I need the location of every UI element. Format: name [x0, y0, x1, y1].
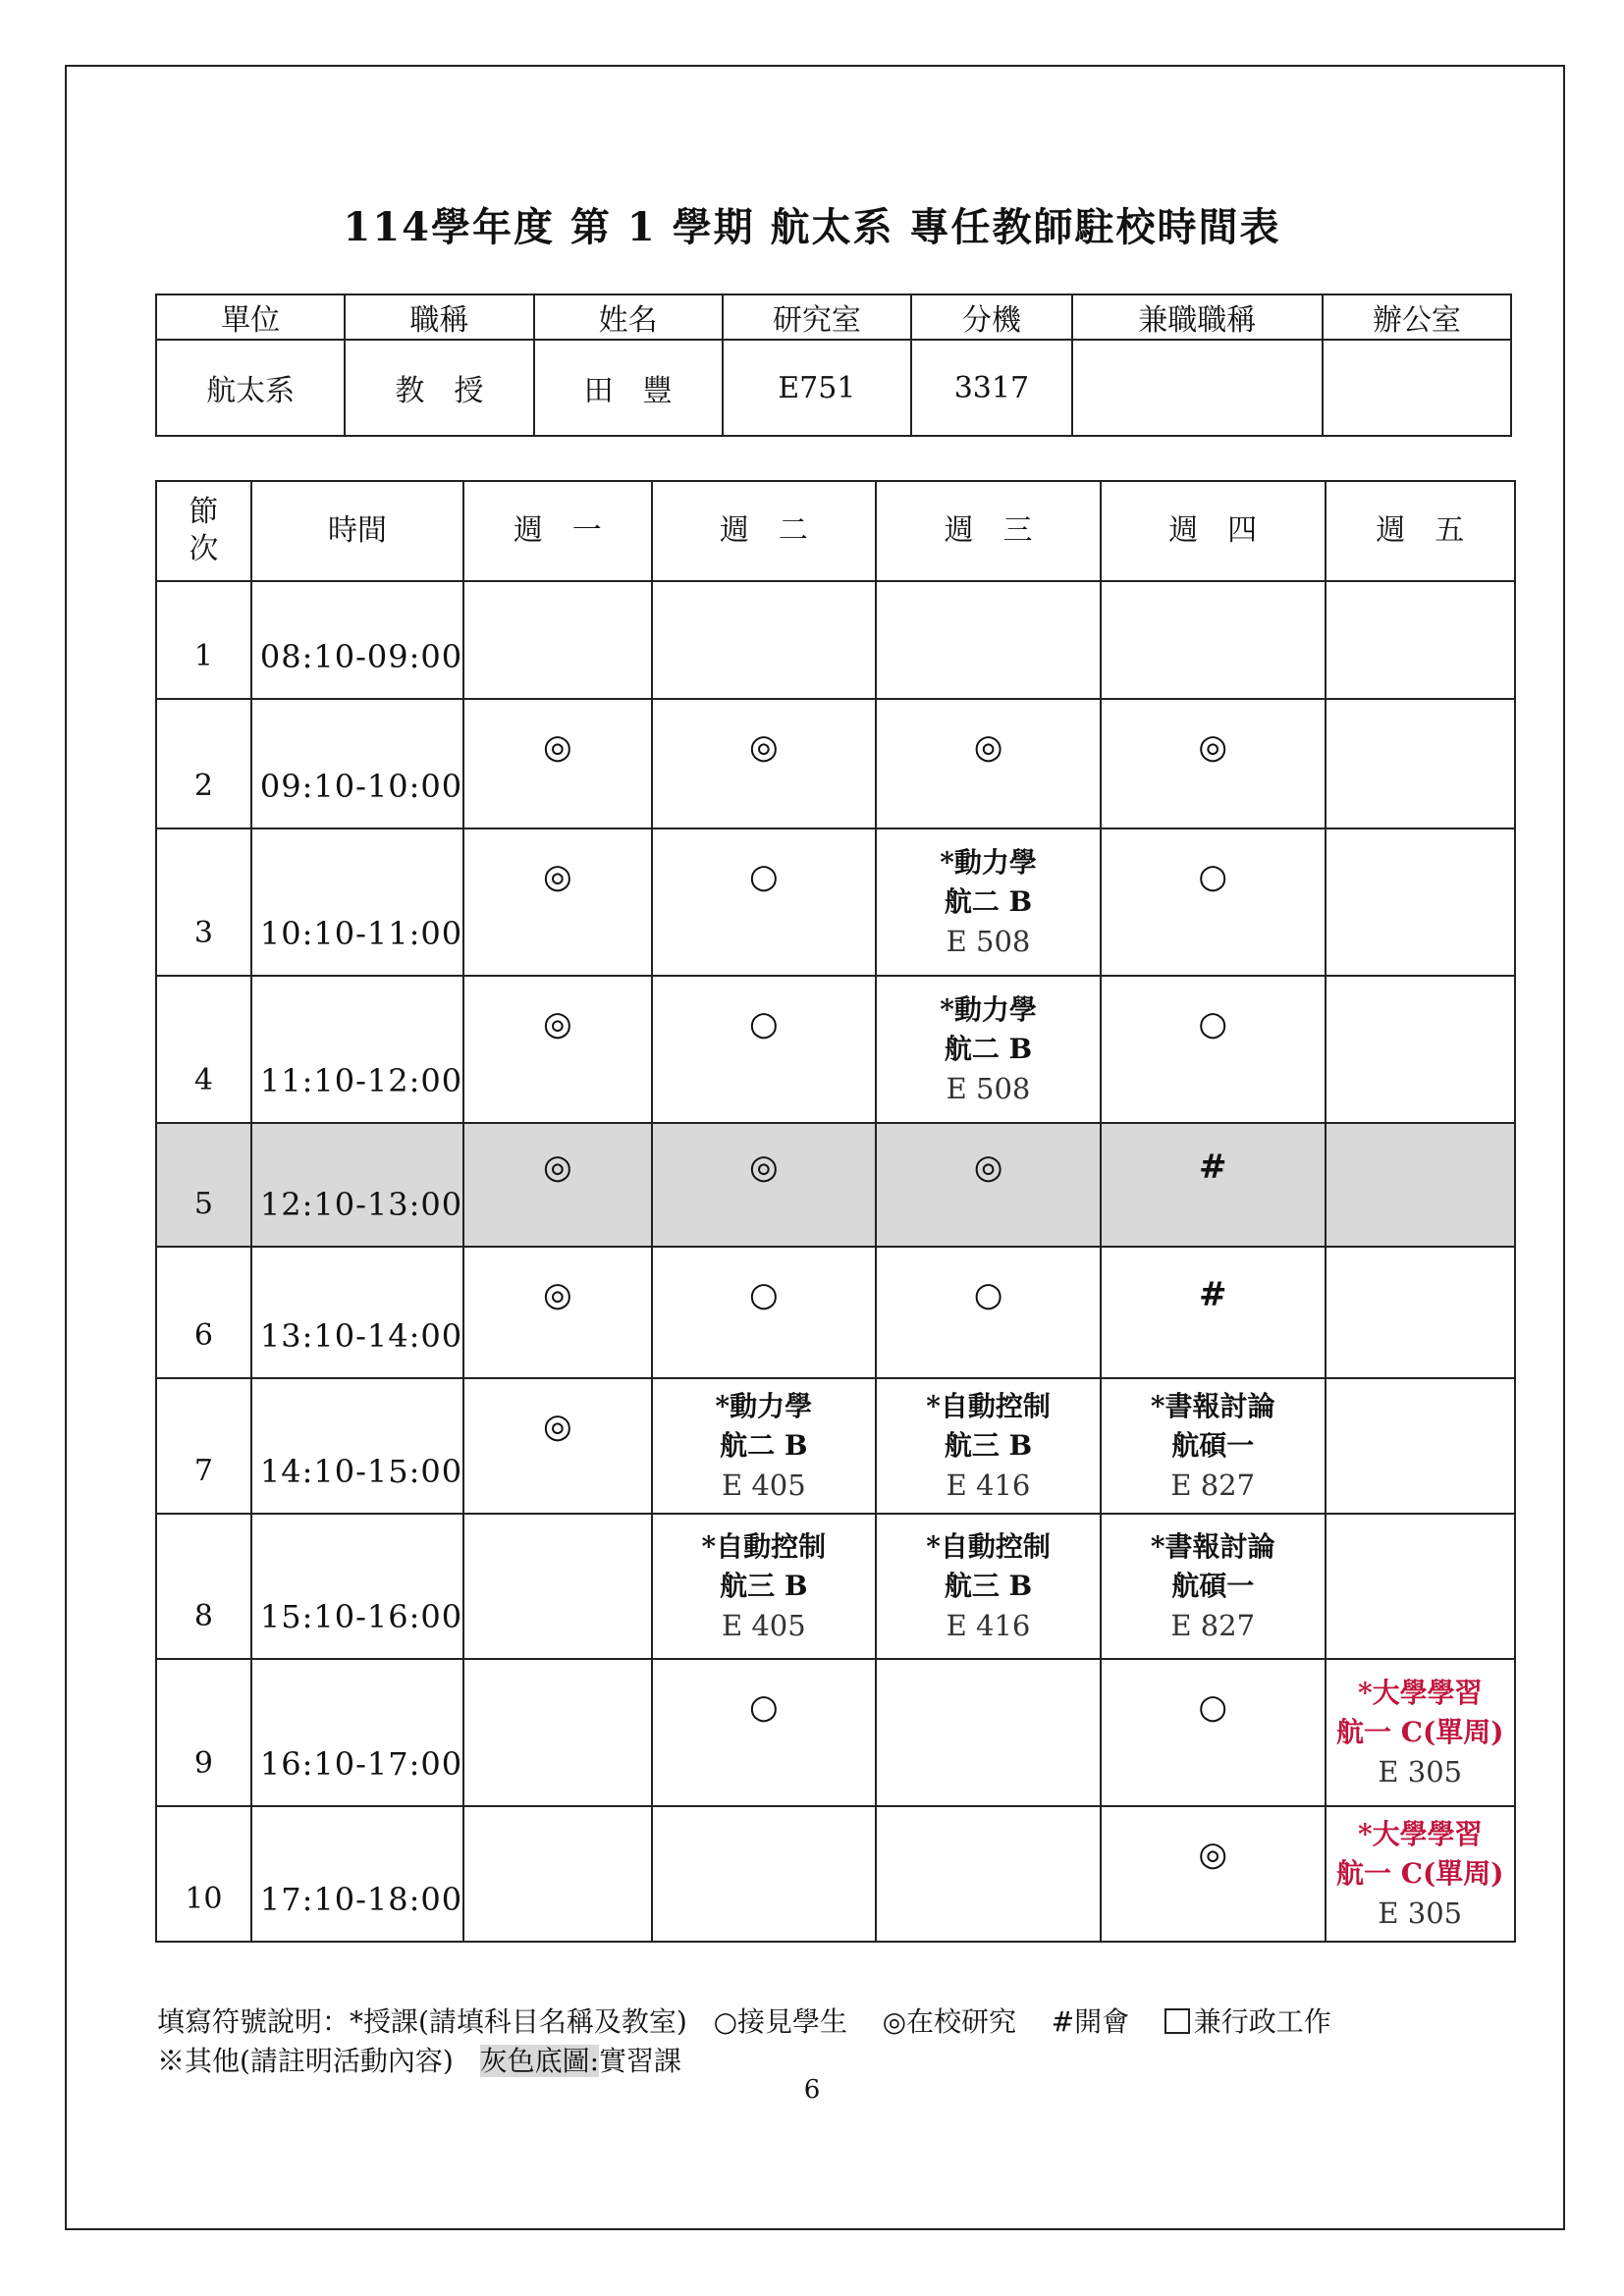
schedule-row [156, 828, 1515, 976]
slot-mon [463, 1378, 651, 1514]
course-entry [877, 1387, 1100, 1505]
research-symbol: ◎ [973, 727, 1003, 767]
slot-thu [1101, 1123, 1326, 1247]
course-class: 航二 B [720, 1429, 808, 1462]
header-period [156, 481, 251, 581]
schedule-header-row [156, 481, 1515, 581]
period-cell: 9 [156, 1659, 251, 1806]
slot-thu [1101, 828, 1326, 976]
research-symbol: ◎ [973, 1148, 1003, 1187]
slot-fri [1326, 1247, 1515, 1378]
info-value-lab: E751 [723, 340, 911, 436]
info-header-parttime: 兼職職稱 [1072, 294, 1323, 340]
slot-tue [652, 699, 877, 828]
research-symbol: ◎ [749, 1148, 779, 1187]
slot-wed [876, 976, 1101, 1123]
time-cell: 16:10-17:00 [251, 1659, 463, 1806]
meeting-symbol: # [1198, 1148, 1227, 1187]
slot-thu [1101, 581, 1326, 699]
header-thu: 週 四 [1101, 481, 1326, 581]
schedule-row [156, 1806, 1515, 1942]
schedule-row [156, 1514, 1515, 1659]
course-room: E 405 [721, 1468, 806, 1502]
period-cell: 7 [156, 1378, 251, 1514]
research-symbol: ◎ [542, 727, 572, 767]
meet-symbol: ○ [1198, 857, 1228, 896]
slot-fri [1326, 1806, 1515, 1942]
meet-symbol: ○ [1198, 1004, 1228, 1043]
slot-thu [1101, 1806, 1326, 1942]
slot-tue [652, 581, 877, 699]
legend-research: ◎在校研究 [882, 2005, 1017, 2038]
research-symbol: ◎ [1198, 727, 1228, 767]
header-wed: 週 三 [876, 481, 1101, 581]
info-value-office [1323, 340, 1511, 436]
time-cell: 10:10-11:00 [251, 828, 463, 976]
meet-symbol: ○ [749, 1687, 779, 1727]
course-class: 航碩一 [1171, 1429, 1255, 1462]
slot-tue [652, 1378, 877, 1514]
research-symbol: ◎ [542, 1004, 572, 1043]
schedule-row [156, 1659, 1515, 1806]
header-period-label [157, 494, 250, 568]
legend-meeting: #開會 [1051, 2005, 1130, 2038]
slot-fri [1326, 1123, 1515, 1247]
period-cell: 2 [156, 699, 251, 828]
info-header-title: 職稱 [345, 294, 533, 340]
slot-thu [1101, 976, 1326, 1123]
slot-wed [876, 581, 1101, 699]
period-cell: 3 [156, 828, 251, 976]
slot-fri [1326, 828, 1515, 976]
slot-thu [1101, 1659, 1326, 1806]
course-name: *自動控制 [926, 1390, 1051, 1422]
info-header-unit: 單位 [156, 294, 345, 340]
schedule-row [156, 976, 1515, 1123]
slot-fri [1326, 1659, 1515, 1806]
legend-gray: 灰色底圖: [479, 2045, 599, 2077]
course-name: *自動控制 [701, 1530, 827, 1563]
slot-wed [876, 1514, 1101, 1659]
legend-gray-meaning: 實習課 [599, 2045, 682, 2077]
info-value-title: 教 授 [345, 340, 533, 436]
header-period-char: 節 [189, 495, 219, 529]
header-fri: 週 五 [1326, 481, 1515, 581]
course-room: E 405 [721, 1609, 806, 1642]
course-name: *動力學 [715, 1390, 813, 1422]
course-room: E 508 [946, 925, 1031, 958]
course-entry [877, 1527, 1100, 1645]
slot-fri [1326, 581, 1515, 699]
info-header-row [156, 294, 1511, 340]
slot-mon [463, 1514, 651, 1659]
course-room: E 305 [1378, 1755, 1463, 1789]
slot-wed [876, 699, 1101, 828]
course-class: 航三 B [944, 1429, 1033, 1462]
meet-symbol: ○ [1198, 1687, 1228, 1727]
time-cell: 13:10-14:00 [251, 1247, 463, 1378]
info-value-parttime [1072, 340, 1323, 436]
course-name: *自動控制 [926, 1530, 1051, 1563]
info-header-name: 姓名 [534, 294, 723, 340]
info-value-row [156, 340, 1511, 436]
meet-symbol: ○ [749, 857, 779, 896]
period-cell: 4 [156, 976, 251, 1123]
page-title: 114學年度 第 1 學期 航太系 專任教師駐校時間表 [343, 204, 1281, 250]
course-class: 航二 B [944, 1033, 1033, 1065]
meeting-symbol: # [1198, 1275, 1227, 1314]
slot-tue [652, 1806, 877, 1942]
checkbox-icon [1164, 2008, 1190, 2034]
slot-wed [876, 1659, 1101, 1806]
research-symbol: ◎ [542, 1148, 572, 1187]
slot-thu [1101, 699, 1326, 828]
slot-fri [1326, 1378, 1515, 1514]
slot-mon [463, 1806, 651, 1942]
course-entry [1326, 1815, 1514, 1933]
research-symbol: ◎ [542, 857, 572, 896]
legend-prefix: 填寫符號說明：*授課(請填科目名稱及教室) [157, 2005, 687, 2038]
research-symbol: ◎ [542, 1275, 572, 1314]
course-room: E 305 [1378, 1896, 1463, 1930]
slot-mon [463, 1659, 651, 1806]
info-value-ext: 3317 [911, 340, 1072, 436]
legend-admin: 兼行政工作 [1193, 2005, 1331, 2038]
header-mon: 週 一 [463, 481, 651, 581]
period-cell: 6 [156, 1247, 251, 1378]
period-cell: 10 [156, 1806, 251, 1942]
slot-mon [463, 1123, 651, 1247]
slot-mon [463, 581, 651, 699]
research-symbol: ◎ [542, 1407, 572, 1446]
course-class: 航一 C(單周) [1336, 1857, 1504, 1890]
course-room: E 508 [946, 1072, 1031, 1105]
course-class: 航三 B [720, 1570, 808, 1602]
research-symbol: ◎ [1198, 1835, 1228, 1874]
course-class: 航二 B [944, 885, 1033, 918]
slot-tue [652, 1247, 877, 1378]
period-cell: 8 [156, 1514, 251, 1659]
schedule-table [155, 480, 1516, 1943]
time-cell: 11:10-12:00 [251, 976, 463, 1123]
info-value-unit: 航太系 [156, 340, 345, 436]
course-room: E 827 [1170, 1609, 1256, 1642]
info-header-ext: 分機 [911, 294, 1072, 340]
course-entry [877, 990, 1100, 1108]
course-entry [1326, 1674, 1514, 1791]
slot-mon [463, 699, 651, 828]
course-entry [877, 843, 1100, 961]
research-symbol: ◎ [749, 727, 779, 767]
period-cell: 5 [156, 1123, 251, 1247]
time-cell: 08:10-09:00 [251, 581, 463, 699]
info-value-name: 田 豐 [534, 340, 723, 436]
schedule-row [156, 1378, 1515, 1514]
schedule-row [156, 699, 1515, 828]
course-class: 航碩一 [1171, 1570, 1255, 1602]
course-name: *大學學習 [1357, 1677, 1483, 1709]
course-room: E 416 [946, 1468, 1031, 1502]
time-cell: 15:10-16:00 [251, 1514, 463, 1659]
slot-thu [1101, 1514, 1326, 1659]
course-name: *書報討論 [1150, 1530, 1275, 1563]
schedule-row [156, 1123, 1515, 1247]
slot-wed [876, 1123, 1101, 1247]
course-name: *大學學習 [1357, 1818, 1483, 1850]
teacher-info-table [155, 294, 1512, 437]
course-class: 航三 B [944, 1570, 1033, 1602]
time-cell: 14:10-15:00 [251, 1378, 463, 1514]
slot-mon [463, 828, 651, 976]
slot-tue [652, 828, 877, 976]
slot-thu [1101, 1247, 1326, 1378]
slot-wed [876, 1378, 1101, 1514]
slot-wed [876, 1247, 1101, 1378]
schedule-row [156, 581, 1515, 699]
slot-fri [1326, 976, 1515, 1123]
course-entry [653, 1527, 876, 1645]
legend-other: ※其他(請註明活動內容) [157, 2045, 454, 2077]
meet-symbol: ○ [749, 1004, 779, 1043]
slot-fri [1326, 1514, 1515, 1659]
header-period-char: 次 [189, 532, 219, 566]
course-entry [1102, 1527, 1325, 1645]
page-number: 6 [803, 2075, 821, 2105]
course-entry [653, 1387, 876, 1505]
info-header-lab: 研究室 [723, 294, 911, 340]
slot-tue [652, 1659, 877, 1806]
slot-thu [1101, 1378, 1326, 1514]
slot-wed [876, 1806, 1101, 1942]
slot-mon [463, 1247, 651, 1378]
legend-meet: ○接見學生 [713, 2005, 847, 2038]
slot-mon [463, 976, 651, 1123]
meet-symbol: ○ [973, 1275, 1003, 1314]
course-entry [1102, 1387, 1325, 1505]
slot-tue [652, 1514, 877, 1659]
time-cell: 17:10-18:00 [251, 1806, 463, 1942]
period-cell: 1 [156, 581, 251, 699]
header-tue: 週 二 [652, 481, 877, 581]
time-cell: 09:10-10:00 [251, 699, 463, 828]
schedule-row [156, 1247, 1515, 1378]
slot-tue [652, 976, 877, 1123]
time-cell: 12:10-13:00 [251, 1123, 463, 1247]
slot-fri [1326, 699, 1515, 828]
course-class: 航一 C(單周) [1336, 1716, 1504, 1748]
slot-tue [652, 1123, 877, 1247]
course-name: *動力學 [940, 993, 1037, 1026]
course-room: E 827 [1170, 1468, 1256, 1502]
meet-symbol: ○ [749, 1275, 779, 1314]
slot-wed [876, 828, 1101, 976]
course-room: E 416 [946, 1609, 1031, 1642]
header-time: 時間 [251, 481, 463, 581]
legend-line-1 [157, 2002, 1331, 2042]
course-name: *書報討論 [1150, 1390, 1275, 1422]
course-name: *動力學 [940, 846, 1037, 879]
info-header-office: 辦公室 [1323, 294, 1511, 340]
legend [157, 2002, 1331, 2081]
